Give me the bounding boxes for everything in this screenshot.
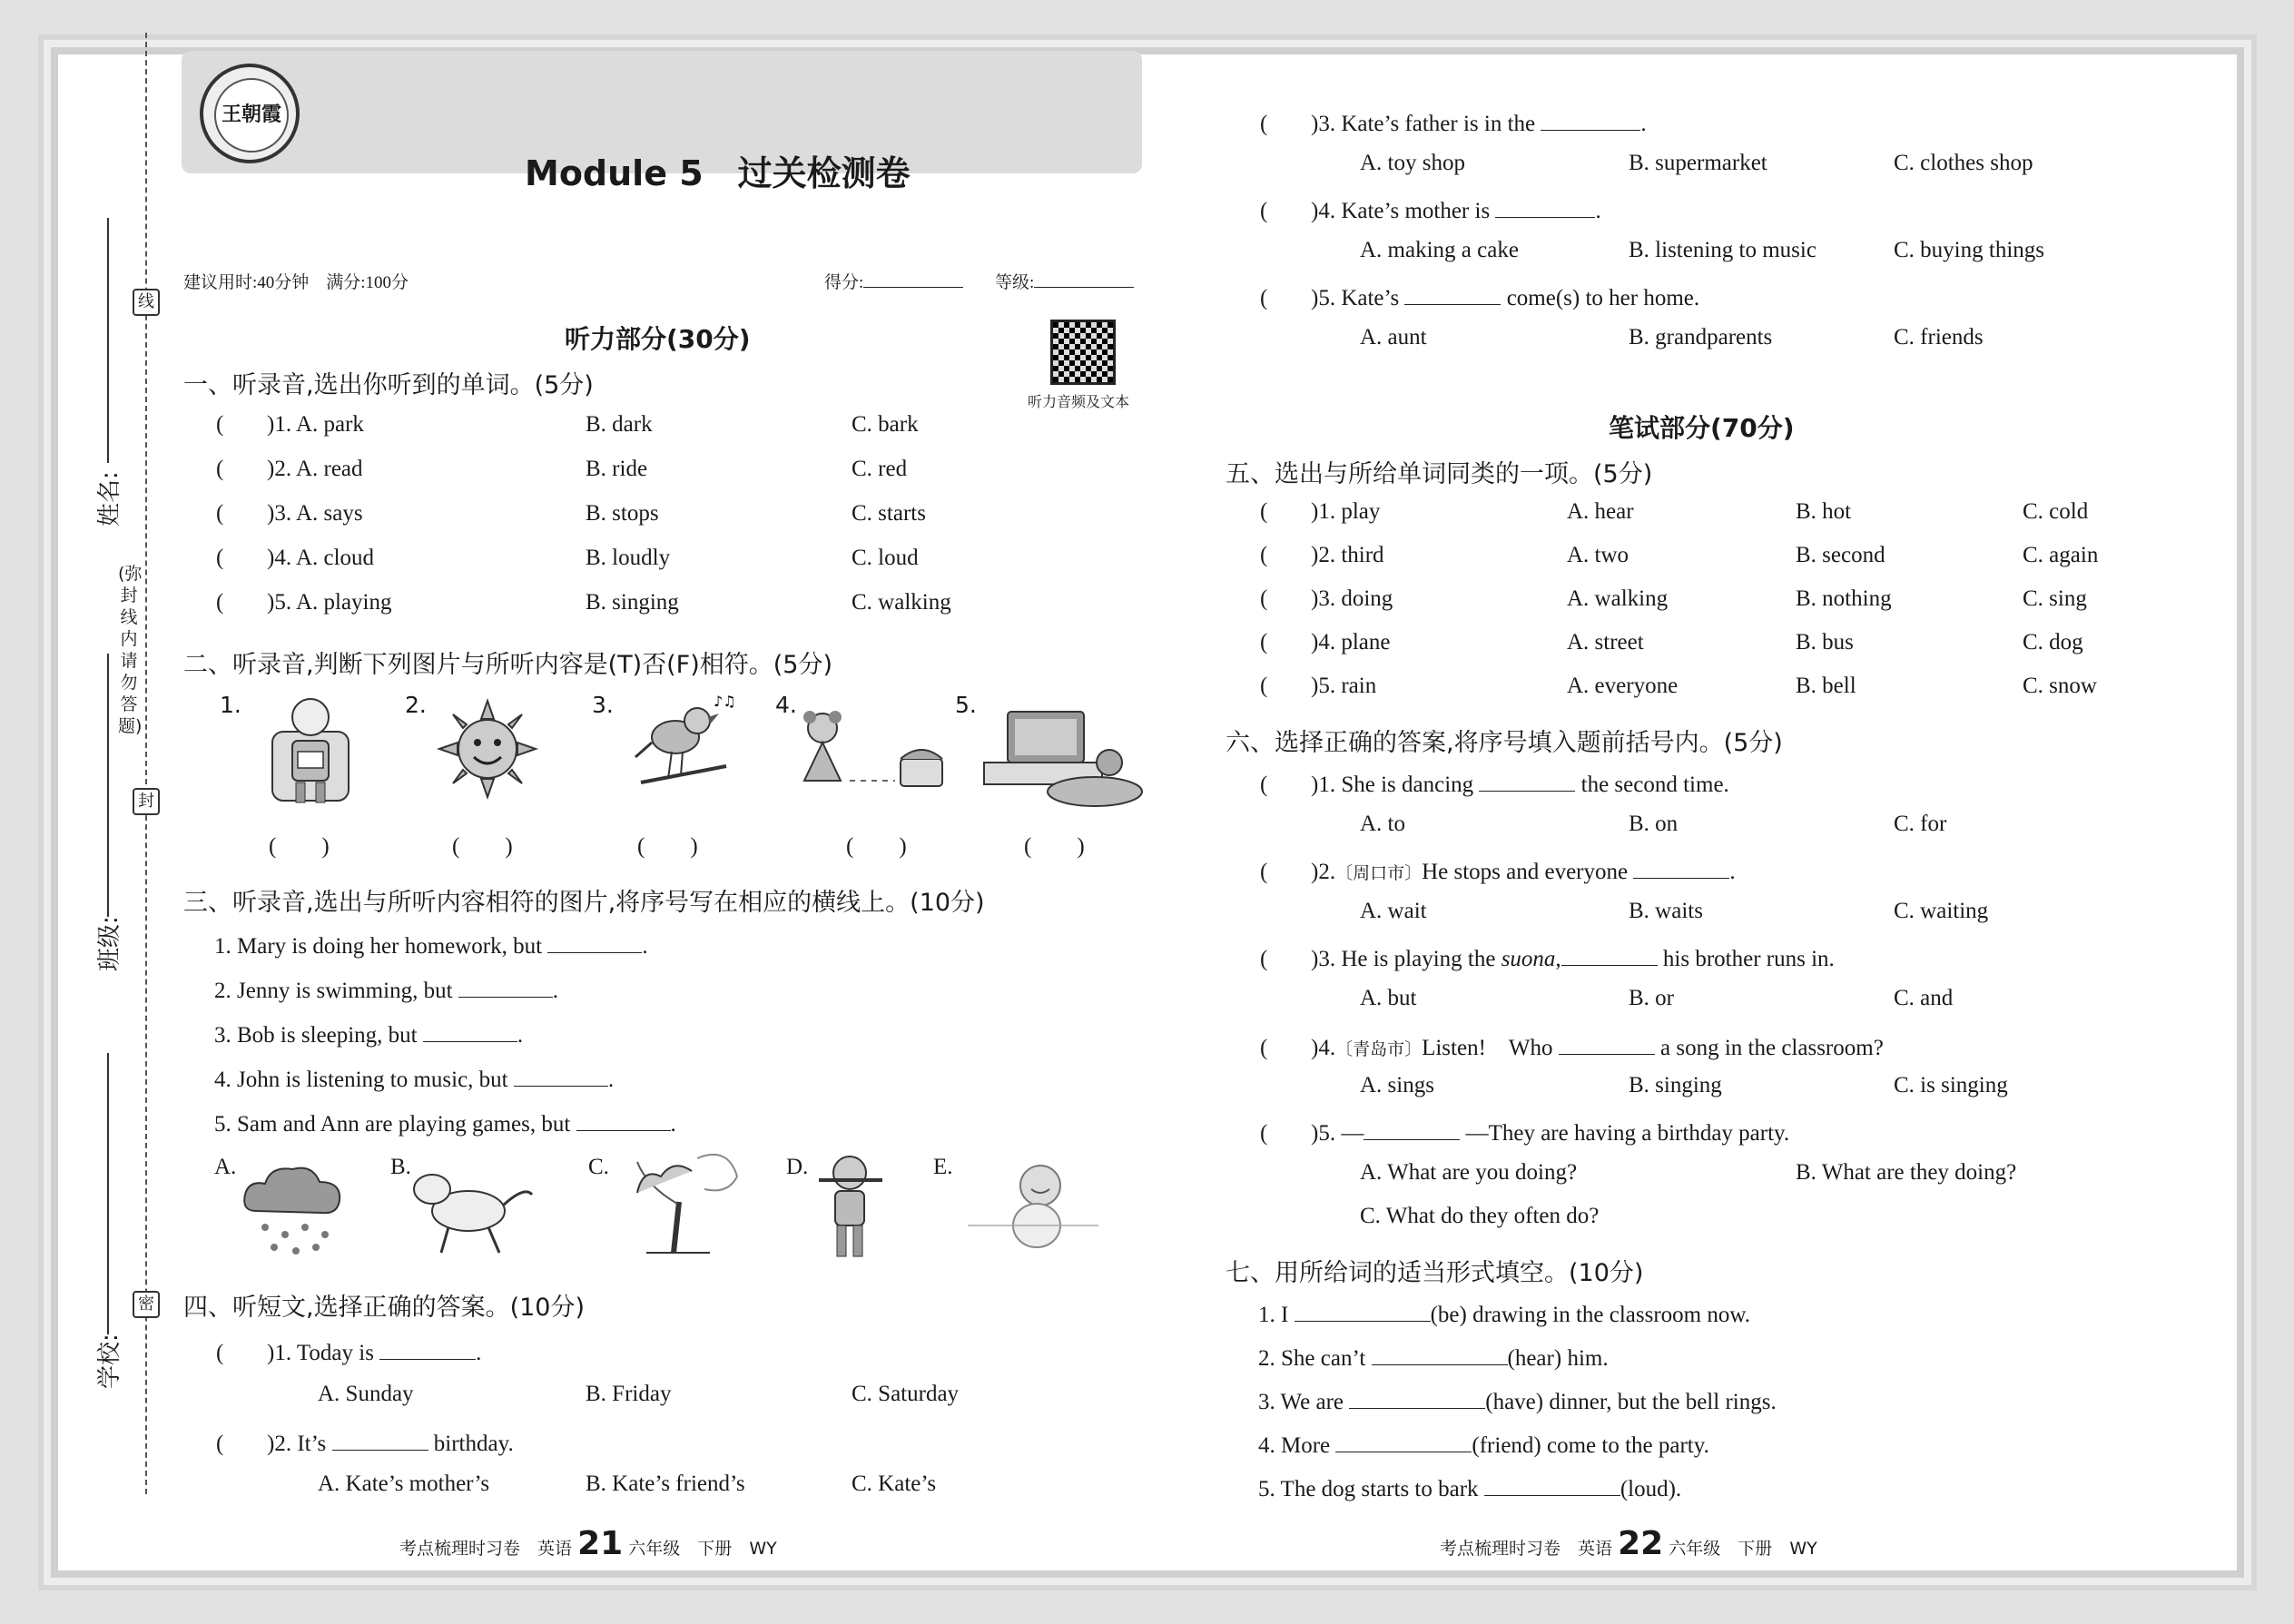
school-field[interactable] xyxy=(107,1053,109,1334)
answer-blank[interactable] xyxy=(514,1063,608,1087)
answer-blank[interactable] xyxy=(1372,1342,1508,1365)
score-field[interactable] xyxy=(863,270,963,288)
sec1-option-c: C. loud xyxy=(852,546,919,570)
sec5-option-c: C. dog xyxy=(2023,630,2083,655)
sec6-q2: ( )2.〔周口市〕He stops and everyone . xyxy=(1260,855,1736,885)
sec6-q3-a: A. but xyxy=(1360,986,1417,1010)
sec2-label: 5. xyxy=(955,692,977,718)
name-field[interactable] xyxy=(107,218,109,463)
sec4-q5-c: C. friends xyxy=(1894,325,1984,349)
sec5-item: ( )2. third xyxy=(1260,543,1384,567)
answer-blank[interactable] xyxy=(547,930,642,953)
class-field[interactable] xyxy=(107,654,109,917)
sec3-label: B. xyxy=(390,1155,411,1179)
sec6-q4-c: C. is singing xyxy=(1894,1073,2008,1097)
sec3-line: 3. Bob is sleeping, but . xyxy=(214,1019,523,1048)
seal-secret-mark: 密 xyxy=(133,1291,160,1318)
sec7-title: 七、用所给词的适当形式填空。(10分) xyxy=(1226,1259,1644,1287)
answer-blank[interactable] xyxy=(1364,1117,1460,1140)
sec4-title: 四、听短文,选择正确的答案。(10分) xyxy=(183,1294,586,1322)
answer-blank[interactable] xyxy=(1479,768,1575,792)
sec1-item: ( )1. A. park xyxy=(216,412,364,437)
binding-note: (弥封线内请勿答题) xyxy=(118,564,143,736)
answer-blank[interactable] xyxy=(1404,281,1501,305)
sec1-option-c: C. red xyxy=(852,457,908,481)
sec6-title: 六、选择正确的答案,将序号填入题前括号内。(5分) xyxy=(1226,729,1783,757)
sec5-item: ( )1. play xyxy=(1260,499,1381,524)
answer-blank[interactable] xyxy=(1335,1429,1472,1452)
singing-bird-icon xyxy=(632,692,736,801)
sec5-item: ( )4. plane xyxy=(1260,630,1391,655)
sec6-q1-a: A. to xyxy=(1360,812,1405,836)
sec5-option-c: C. sing xyxy=(2023,586,2087,611)
sec7-item: 3. We are (have) dinner, but the bell rings. xyxy=(1258,1385,1777,1415)
sec5-option-c: C. cold xyxy=(2023,499,2089,524)
sec6-q2-b: B. waits xyxy=(1629,899,1703,923)
answer-blank[interactable] xyxy=(1295,1298,1431,1322)
sec5-option-a: A. hear xyxy=(1567,499,1634,524)
sec1-item: ( )5. A. playing xyxy=(216,590,392,615)
answer-blank[interactable] xyxy=(1561,942,1658,966)
crying-baby-icon xyxy=(962,1158,1108,1258)
sec4-q5-b: B. grandparents xyxy=(1629,325,1773,349)
sec1-item: ( )2. A. read xyxy=(216,457,363,481)
class-label: 班级: xyxy=(96,916,123,971)
sec4-q4: ( )4. Kate’s mother is . xyxy=(1260,194,1601,224)
sec6-q4-b: B. singing xyxy=(1629,1073,1722,1097)
sec4-q1: ( )1. Today is . xyxy=(216,1336,481,1366)
qr-caption: 听力音频及文本 xyxy=(1028,395,1130,410)
sec2-label: 4. xyxy=(775,692,797,718)
sec4-q4-a: A. making a cake xyxy=(1360,238,1519,262)
sec4-q1-a: A. Sunday xyxy=(318,1382,414,1406)
sec2-label: 2. xyxy=(405,692,427,718)
sec3-line: 4. John is listening to music, but . xyxy=(214,1063,614,1093)
barking-dog-icon xyxy=(405,1158,541,1258)
grandma-reading-icon xyxy=(260,688,359,806)
smiling-sun-icon xyxy=(438,699,537,799)
raining-cloud-icon xyxy=(238,1158,347,1258)
sec4-q4-b: B. listening to music xyxy=(1629,238,1816,262)
sec6-q3-c: C. and xyxy=(1894,986,1954,1010)
name-label: 姓名: xyxy=(96,471,123,527)
sec6-q3-b: B. or xyxy=(1629,986,1674,1010)
sec3-line: 5. Sam and Ann are playing games, but . xyxy=(214,1107,676,1137)
sec7-item: 5. The dog starts to bark (loud). xyxy=(1258,1472,1681,1502)
sec5-option-a: A. walking xyxy=(1567,586,1669,611)
writing-header: 笔试部分(70分) xyxy=(1609,413,1795,443)
sec6-q3: ( )3. He is playing the suona, his brother runs in. xyxy=(1260,942,1835,972)
sec6-q5-b: B. What are they doing? xyxy=(1796,1160,2017,1185)
sec6-q1: ( )1. She is dancing the second time. xyxy=(1260,768,1729,798)
answer-blank[interactable] xyxy=(576,1107,671,1131)
sec4-q1-b: B. Friday xyxy=(586,1382,672,1406)
grade-field[interactable] xyxy=(1034,270,1134,288)
sec6-q4-a: A. sings xyxy=(1360,1073,1434,1097)
sec1-option-c: C. starts xyxy=(852,501,926,526)
sec5-title: 五、选出与所给单词同类的一项。(5分) xyxy=(1226,460,1653,488)
sec1-title: 一、听录音,选出你听到的单词。(5分) xyxy=(183,371,594,399)
sec5-option-b: B. bell xyxy=(1796,674,1856,698)
answer-blank[interactable] xyxy=(1495,194,1595,218)
sec5-option-c: C. again xyxy=(2023,543,2099,567)
sec4-q5-a: A. aunt xyxy=(1360,325,1427,349)
girl-phone-icon xyxy=(795,708,959,799)
answer-blank[interactable] xyxy=(1349,1385,1485,1409)
time-score-info: 建议用时:40分钟 满分:100分 xyxy=(183,273,409,292)
sec5-option-b: B. nothing xyxy=(1796,586,1892,611)
sec4-q3-b: B. supermarket xyxy=(1629,151,1767,175)
sec5-option-c: C. snow xyxy=(2023,674,2097,698)
sec3-label: C. xyxy=(588,1155,609,1179)
sec5-option-b: B. second xyxy=(1796,543,1885,567)
sec3-line: 1. Mary is doing her homework, but . xyxy=(214,930,648,960)
seal-seal-mark: 封 xyxy=(133,788,160,815)
sec6-q5-c: C. What do they often do? xyxy=(1360,1204,1600,1228)
answer-blank[interactable] xyxy=(458,974,553,998)
sec6-q1-c: C. for xyxy=(1894,812,1947,836)
sec4-q2-c: C. Kate’s xyxy=(852,1471,937,1496)
sec1-option-b: B. ride xyxy=(586,457,648,481)
sec1-option-b: B. dark xyxy=(586,412,653,437)
sec4-q4-c: C. buying things xyxy=(1894,238,2044,262)
sec6-q1-b: B. on xyxy=(1629,812,1679,836)
sec2-answer-paren[interactable]: ( ) xyxy=(269,834,330,859)
sec5-option-a: A. street xyxy=(1567,630,1644,655)
sec4-q2: ( )2. It’s birthday. xyxy=(216,1427,514,1457)
sec4-q1-c: C. Saturday xyxy=(852,1382,960,1406)
sec4-q3-c: C. clothes shop xyxy=(1894,151,2033,175)
sec2-answer-paren[interactable]: ( ) xyxy=(1024,834,1085,859)
sec1-item: ( )4. A. cloud xyxy=(216,546,375,570)
sec7-item: 4. More (friend) come to the party. xyxy=(1258,1429,1709,1459)
sec1-option-b: B. stops xyxy=(586,501,659,526)
module-title: Module 5 过关检测卷 xyxy=(525,153,911,193)
sec3-title: 三、听录音,选出与所听内容相符的图片,将序号写在相应的横线上。(10分) xyxy=(183,889,985,917)
sec2-title: 二、听录音,判断下列图片与所听内容是(T)否(F)相符。(5分) xyxy=(183,651,832,679)
sec3-label: A. xyxy=(214,1155,237,1179)
sec7-item: 1. I (be) drawing in the classroom now. xyxy=(1258,1298,1750,1328)
sec5-option-b: B. bus xyxy=(1796,630,1854,655)
sec5-option-a: A. two xyxy=(1567,543,1629,567)
sec5-item: ( )3. doing xyxy=(1260,586,1393,611)
sec4-q5: ( )5. Kate’s come(s) to her home. xyxy=(1260,281,1699,311)
sec1-option-c: C. walking xyxy=(852,590,951,615)
sec2-label: 1. xyxy=(220,692,241,718)
answer-blank[interactable] xyxy=(1484,1472,1620,1496)
grade-label: 等级: xyxy=(995,269,1134,293)
listening-header: 听力部分(30分) xyxy=(565,324,751,354)
sec6-q2-c: C. waiting xyxy=(1894,899,1989,923)
watching-tv-icon xyxy=(980,706,1144,806)
sec4-q2-b: B. Kate’s friend’s xyxy=(586,1471,745,1496)
answer-blank[interactable] xyxy=(332,1427,428,1451)
answer-blank[interactable] xyxy=(1541,107,1640,131)
seal-line-mark: 线 xyxy=(133,289,160,316)
windy-tree-icon xyxy=(610,1149,746,1258)
binding-dashed-line xyxy=(145,33,147,1494)
sec3-line: 2. Jenny is swimming, but . xyxy=(214,974,558,1004)
answer-blank[interactable] xyxy=(1633,855,1729,879)
sec4-q2-a: A. Kate’s mother’s xyxy=(318,1471,490,1496)
sec4-q3: ( )3. Kate’s father is in the . xyxy=(1260,107,1647,137)
sec6-q5: ( )5. — —They are having a birthday party. xyxy=(1260,1117,1789,1147)
footer-right: 考点梳理时习卷 英语 22 六年级 下册 WY xyxy=(1440,1525,1817,1562)
sec2-answer-paren[interactable]: ( ) xyxy=(452,834,513,859)
sec1-option-b: B. singing xyxy=(586,590,679,615)
sec6-q5-a: A. What are you doing? xyxy=(1360,1160,1578,1185)
brand-logo-icon: 王朝霞 xyxy=(200,64,300,163)
sec3-label: D. xyxy=(786,1155,809,1179)
sec1-option-b: B. loudly xyxy=(586,546,671,570)
sec5-option-a: A. everyone xyxy=(1567,674,1679,698)
sec4-q3-a: A. toy shop xyxy=(1360,151,1465,175)
answer-blank[interactable] xyxy=(1559,1031,1655,1055)
sec6-q2-a: A. wait xyxy=(1360,899,1427,923)
answer-blank[interactable] xyxy=(423,1019,517,1042)
boy-flute-icon xyxy=(813,1153,886,1262)
sec7-item: 2. She can’t (hear) him. xyxy=(1258,1342,1609,1372)
sec2-label: 3. xyxy=(592,692,614,718)
answer-blank[interactable] xyxy=(379,1336,476,1360)
qr-code-icon[interactable] xyxy=(1050,320,1116,385)
sec3-label: E. xyxy=(933,1155,953,1179)
sec1-option-c: C. bark xyxy=(852,412,919,437)
score-label: 得分: xyxy=(824,269,963,293)
school-label: 学校: xyxy=(96,1334,123,1389)
footer-left: 考点梳理时习卷 英语 21 六年级 下册 WY xyxy=(399,1525,777,1562)
svg-text:♪♫: ♪♫ xyxy=(714,693,736,710)
sec2-answer-paren[interactable]: ( ) xyxy=(846,834,907,859)
sec2-answer-paren[interactable]: ( ) xyxy=(637,834,698,859)
sec5-option-b: B. hot xyxy=(1796,499,1852,524)
sec5-item: ( )5. rain xyxy=(1260,674,1377,698)
sec1-item: ( )3. A. says xyxy=(216,501,363,526)
sec6-q4: ( )4.〔青岛市〕Listen! Who a song in the classroom? xyxy=(1260,1029,1884,1062)
